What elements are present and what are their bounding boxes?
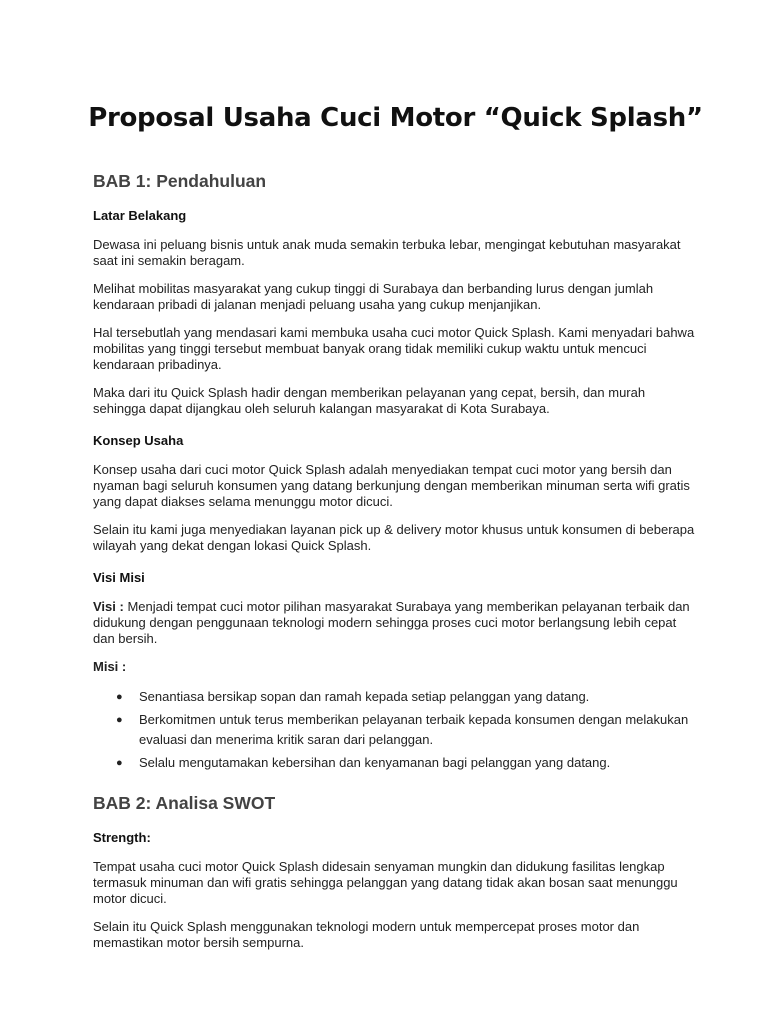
chapter-1-heading: BAB 1: Pendahuluan	[93, 171, 267, 191]
document-title: Proposal Usaha Cuci Motor “Quick Splash”	[88, 103, 703, 133]
konsep-usaha-heading: Konsep Usaha	[93, 433, 184, 448]
bullet-icon: ●	[116, 714, 123, 726]
latar-paragraph-1: Dewasa ini peluang bisnis untuk anak muda semakin terbuka lebar, mengingat kebutuhan masyarakat saat ini semakin beragam.	[93, 237, 681, 268]
konsep-paragraph-2: Selain itu kami juga menyediakan layanan pick up & delivery motor khusus untuk konsumen di beberapa wilayah yang dekat dengan lokasi Quick Splash.	[93, 522, 695, 553]
bullet-icon: ●	[116, 691, 123, 703]
bullet-icon: ●	[116, 757, 123, 769]
latar-paragraph-2: Melihat mobilitas masyarakat yang cukup tinggi di Surabaya dan berbanding lurus dengan jumlah kendaraan pribadi di jalanan menjadi peluang usaha yang cukup menjanjikan.	[93, 281, 654, 312]
latar-paragraph-4: Maka dari itu Quick Splash hadir dengan memberikan pelayanan yang cepat, bersih, dan murah sehingga dapat dijangkau oleh seluruh kalangan masyarakat di Kota Surabaya.	[93, 385, 646, 416]
misi-item	[93, 687, 698, 707]
visi-label: Visi :	[93, 599, 124, 614]
chapter-2-heading: BAB 2: Analisa SWOT	[93, 793, 276, 813]
visi-misi-heading: Visi Misi	[93, 570, 145, 585]
strength-paragraph-2: Selain itu Quick Splash menggunakan teknologi modern untuk mempercepat proses motor dan memastikan motor bersih sempurna.	[93, 919, 640, 950]
latar-belakang-heading: Latar Belakang	[93, 208, 187, 223]
misi-item	[93, 710, 698, 750]
misi-list	[93, 687, 698, 773]
strength-heading: Strength:	[93, 830, 151, 845]
misi-item-text: Berkomitmen untuk terus memberikan pelayanan terbaik kepada konsumen dengan melakukan evaluasi dan menerima kritik saran dari pelanggan.	[139, 712, 689, 747]
misi-item-text: Senantiasa bersikap sopan dan ramah kepada setiap pelanggan yang datang.	[139, 689, 590, 704]
latar-paragraph-3: Hal tersebutlah yang mendasari kami membuka usaha cuci motor Quick Splash. Kami menyadari bahwa mobilitas yang tinggi tersebut membuat banyak orang tidak memiliki cukup waktu untuk mencuci kendaraan pribadinya.	[93, 325, 695, 372]
misi-label: Misi :	[93, 659, 127, 674]
misi-item-text: Selalu mengutamakan kebersihan dan kenyamanan bagi pelanggan yang datang.	[139, 755, 611, 770]
strength-paragraph-1: Tempat usaha cuci motor Quick Splash didesain senyaman mungkin dan didukung fasilitas lengkap termasuk minuman dan wifi gratis sehingga pelanggan yang datang tidak akan bosan saat menunggu motor dicuci.	[93, 859, 678, 906]
visi-text: Menjadi tempat cuci motor pilihan masyarakat Surabaya yang memberikan pelayanan terbaik dan didukung dengan penggunaan teknologi modern sehingga proses cuci motor berlangsung lebih cepat dan bersih.	[93, 599, 690, 646]
visi-paragraph	[93, 599, 698, 647]
konsep-paragraph-1: Konsep usaha dari cuci motor Quick Splash adalah menyediakan tempat cuci motor yang bersih dan nyaman bagi seluruh konsumen yang datang berkunjung dengan memberikan minuman serta wifi gratis yang dapat diakses selama menunggu motor dicuci.	[93, 462, 690, 509]
misi-item	[93, 753, 698, 773]
